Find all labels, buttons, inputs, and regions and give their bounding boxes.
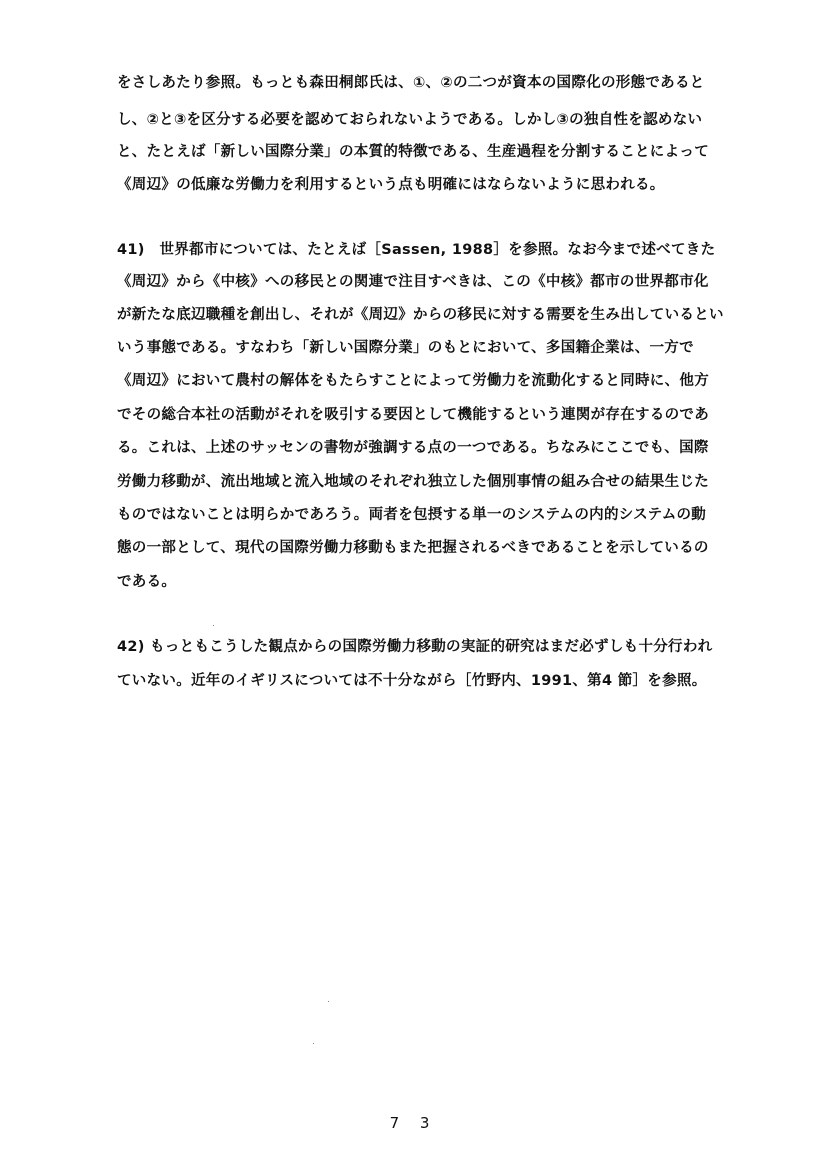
scan-speck (328, 1001, 329, 1002)
note-41-line: 《周辺》において農村の解体をもたらすことによって労働力を流動化すると同時に、他方 (117, 373, 709, 389)
note-41-line: 労働力移動が、流出地域と流入地域のそれぞれ独立した個別事情の組み合せの結果生じた (117, 474, 709, 490)
scan-speck (213, 625, 214, 626)
scan-speck (313, 1043, 314, 1044)
note-42-line: 42) もっともこうした観点からの国際労働力移動の実証的研究はまだ必ずしも十分行われ (117, 639, 713, 655)
note-41-line: ものではないことは明らかであろう。両者を包摂する単一のシステムの内的システムの動 (117, 507, 707, 523)
text-line: をさしあたり参照。もっとも森田桐郎氏は、①、②の二つが資本の国際化の形態であると (117, 75, 705, 91)
text-line: 《周辺》の低廉な労働力を利用するという点も明確にはならないように思われる。 (117, 177, 665, 193)
note-41-line: 《周辺》から《中核》への移民との関連で注目すべきは、この《中核》都市の世界都市化 (117, 274, 709, 290)
note-41-line: でその総合本社の活動がそれを吸引する要因として機能するという連関が存在するのであ (117, 407, 709, 423)
note-41-line: が新たな底辺職種を創出し、それが《周辺》からの移民に対する需要を生み出しているとい (117, 307, 724, 323)
note-41-line: である。 (117, 574, 177, 590)
text-line: し、②と③を区分する必要を認めておられないようである。しかし③の独自性を認めない (117, 112, 703, 128)
note-41-line: る。これは、上述のサッセンの書物が強調する点の一つである。ちなみにここでも、国際 (117, 440, 709, 456)
note-41-line: 態の一部として、現代の国際労働力移動もまた把握されるべきであることを示しているの (117, 540, 709, 556)
note-41-line: 41) 世界都市については、たとえば［Sassen, 1988］を参照。なお今まで述べてきた (117, 242, 716, 258)
note-42-line: ていない。近年のイギリスについては不十分ながら［竹野内、1991、第4 節］を参照。 (117, 673, 707, 689)
text-line: と、たとえば「新しい国際分業」の本質的特徴である、生産過程を分割することによって (117, 144, 709, 160)
page-number: 7 3 (389, 1114, 438, 1132)
note-41-line: いう事態である。すなわち「新しい国際分業」のもとにおいて、多国籍企業は、一方で (117, 340, 694, 356)
